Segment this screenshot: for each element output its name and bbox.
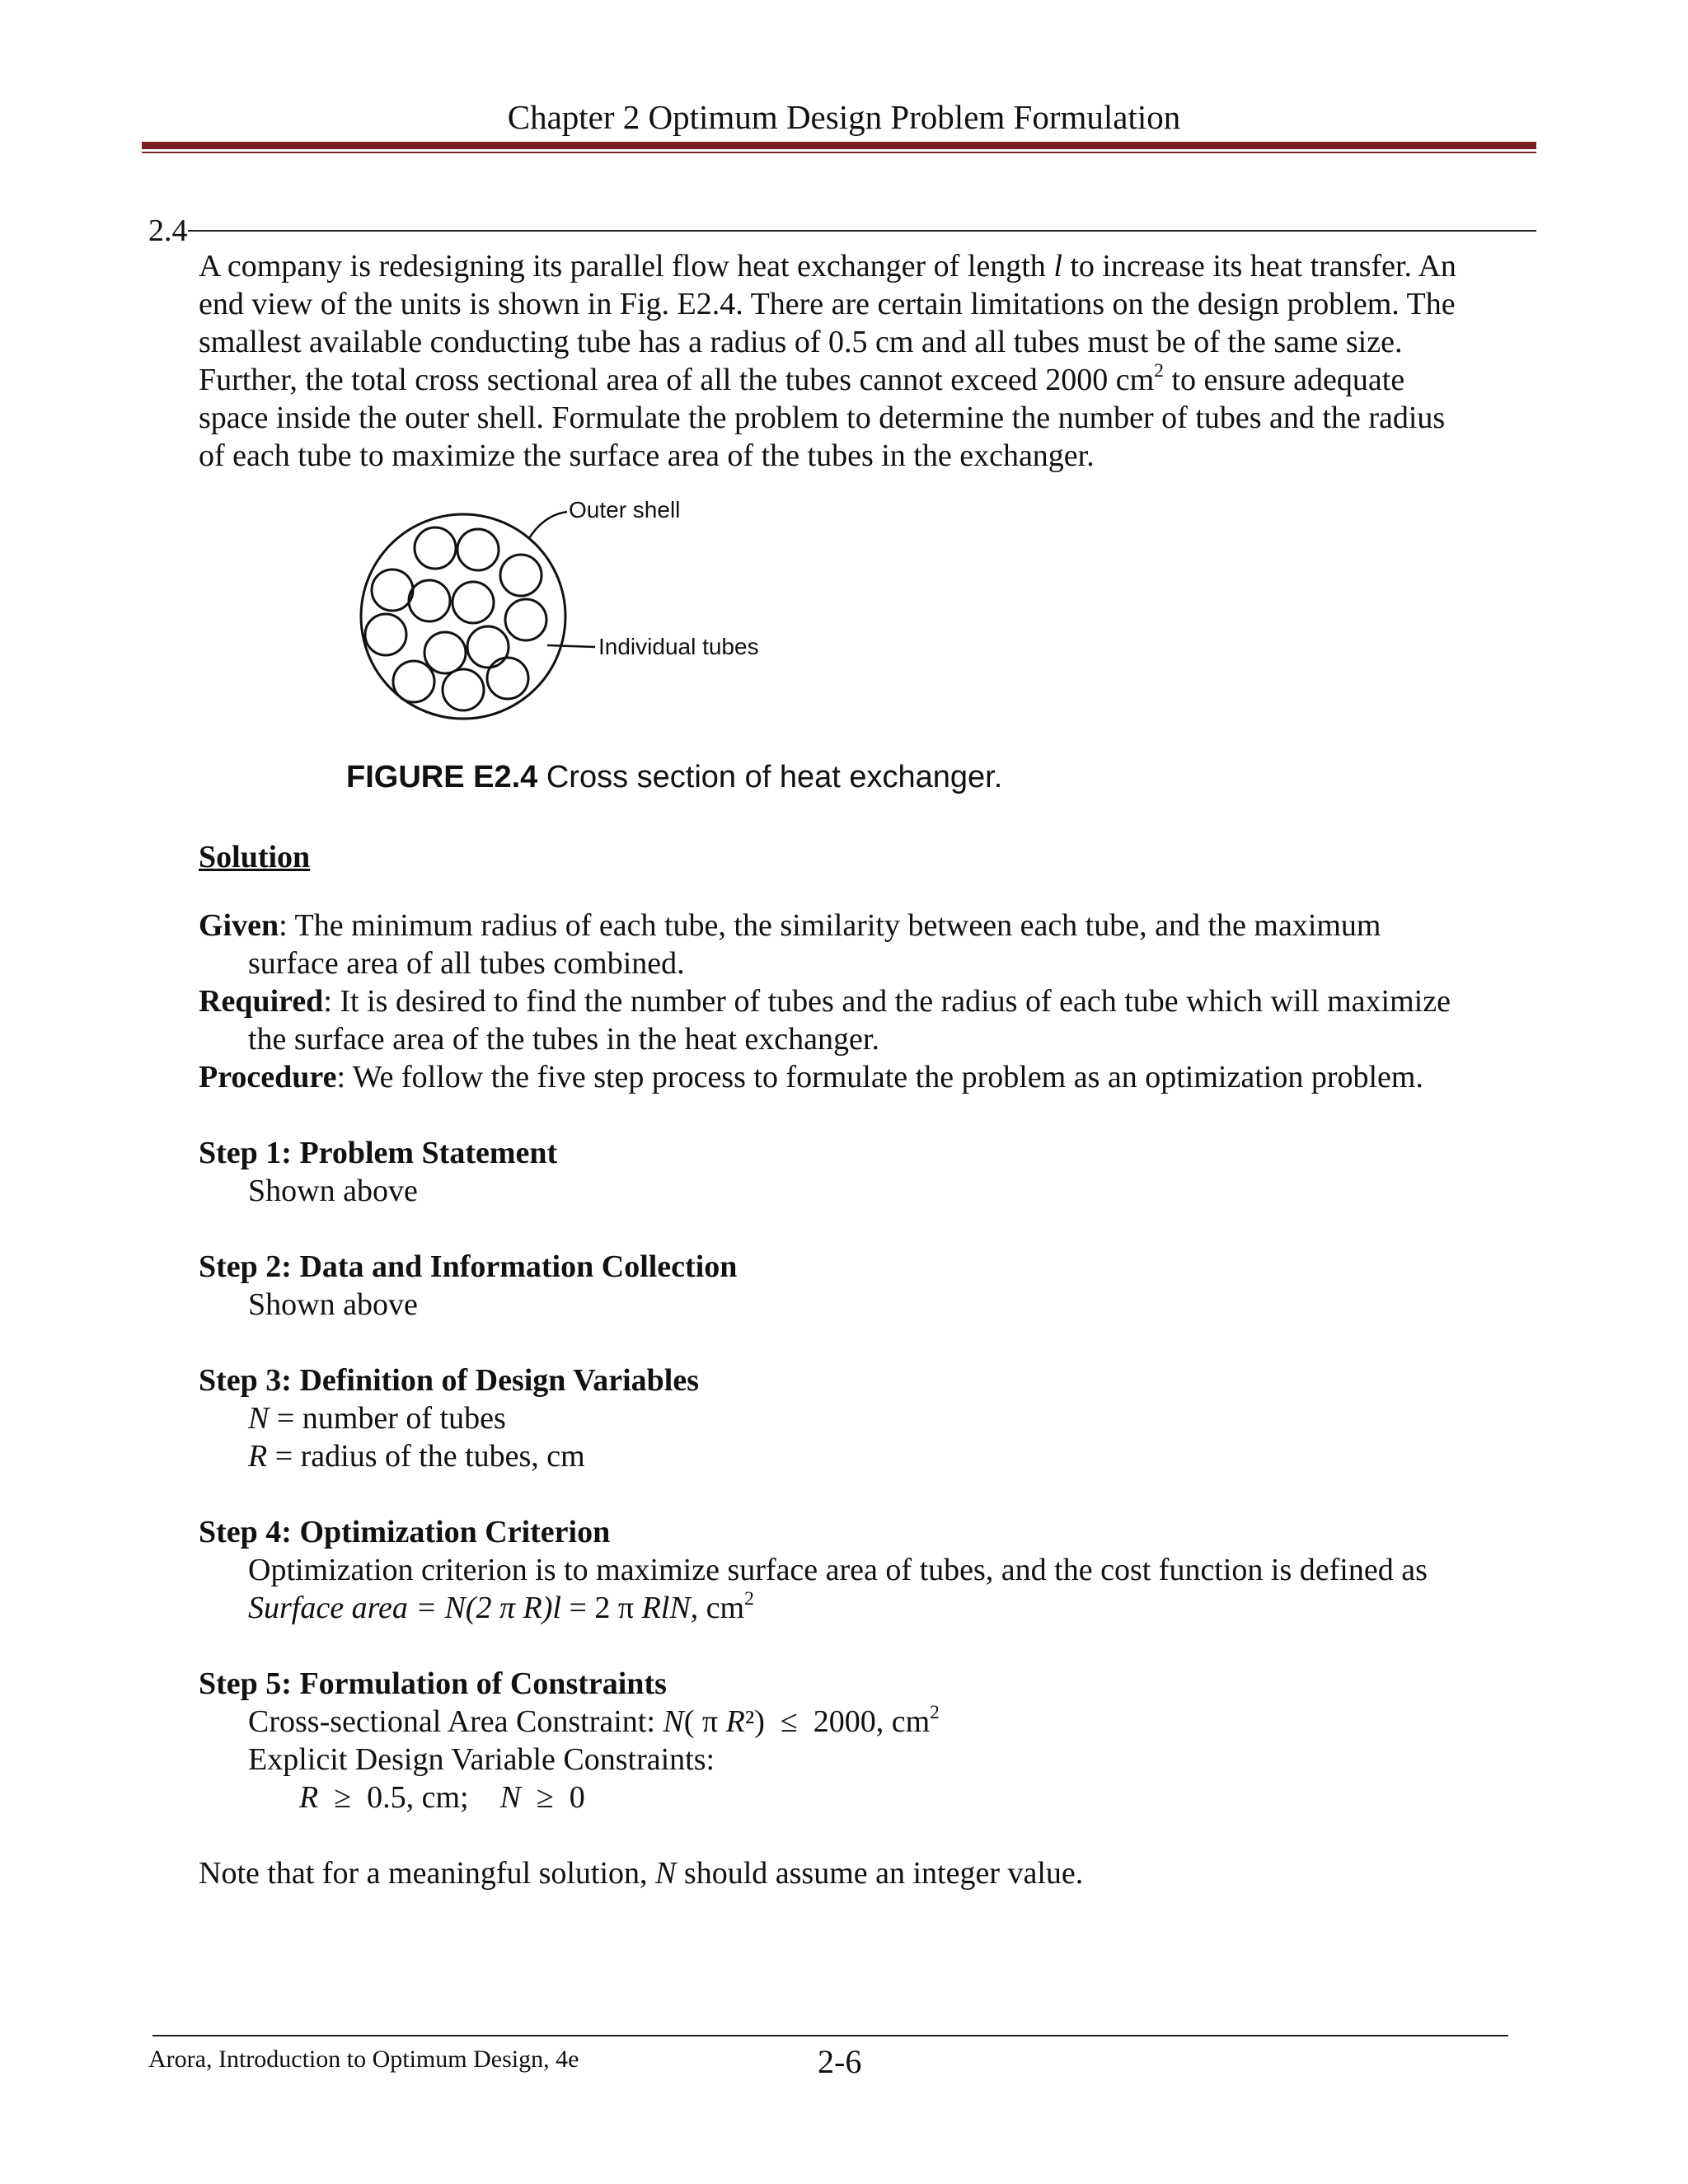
footer-rule: [152, 2035, 1508, 2036]
tube: [424, 632, 466, 673]
problem-line: smallest available conducting tube has a radius of 0.5 cm and all tubes must be of the same size.: [199, 325, 1403, 359]
tube: [452, 582, 494, 623]
tube: [505, 599, 546, 640]
note: Note that for a meaningful solution, N should assume an integer value.: [199, 1856, 1084, 1891]
step-title: Step 5: Formulation of Constraints: [199, 1666, 667, 1701]
step-2: Step 2: Data and Information Collection Shown above: [199, 1248, 1550, 1324]
tube: [467, 626, 509, 668]
problem-line: Further, the total cross sectional area of all the tubes cannot exceed 2000 $cm^2$ to ensure adequate: [199, 359, 1405, 397]
page-number: 2-6: [818, 2043, 862, 2080]
step-3: [199, 1361, 1550, 1475]
required-paragraph: Required: It is desired to find the number of tubes and the radius of each tube which will maximize the surface area of the tubes in the heat exchanger.: [199, 984, 1451, 1057]
problem-line: A company is redesigning its parallel flow heat exchanger of length l to increase its heat transfer. An: [199, 249, 1456, 284]
procedure-paragraph: Procedure: We follow the five step process to formulate the problem as an optimization problem.: [199, 1060, 1423, 1094]
area-constraint: Cross-sectional Area Constraint: N( π R²) ≤ 2000, $cm^2$: [248, 1701, 940, 1739]
tube: [500, 555, 542, 596]
step-title: Step 4: Optimization Criterion: [199, 1515, 611, 1549]
problem-line: of each tube to maximize the surface area of the tubes in the exchanger.: [199, 438, 1095, 473]
step-title: Step 3: Definition of Design Variables: [199, 1363, 699, 1398]
problem-line: end view of the units is shown in Fig. E2.4. There are certain limitations on the design problem. The: [199, 287, 1456, 321]
step-title: Step 2: Data and Information Collection: [199, 1249, 738, 1284]
variable-n: N = number of tubes: [248, 1401, 506, 1436]
step-4: Step 4: Optimization Criterion Optimization criterion is to maximize surface area of tubes, and the cost function is defined as Surface area = N(2 π R)l = 2 π RlN, $cm^2$: [199, 1513, 1550, 1627]
step-1: Step 1: Problem Statement Shown above: [199, 1134, 1550, 1210]
figure-caption: FIGURE E2.4 Cross section of heat exchanger.: [346, 760, 1003, 794]
tube: [457, 529, 499, 570]
heat-exchanger-figure: [346, 482, 808, 729]
explicit-constraints: R ≥ 0.5, cm; N ≥ 0: [299, 1780, 585, 1815]
solution-heading: Solution: [199, 840, 311, 874]
tube: [487, 658, 528, 699]
individual-tubes-label: Individual tubes: [598, 634, 759, 659]
variable-r: R = radius of the tubes, cm: [248, 1439, 585, 1474]
tube: [443, 669, 484, 710]
problem-line: space inside the outer shell. Formulate the problem to determine the number of tubes and the radius: [199, 401, 1446, 435]
header-rule: [142, 142, 1536, 149]
problem-rule: [188, 230, 1536, 232]
tube: [393, 661, 434, 702]
cost-function: Surface area = N(2 π R)l = 2 π RlN, $cm^2$: [248, 1587, 754, 1625]
tube: [365, 614, 406, 655]
header-rule-thin: [142, 152, 1536, 153]
given-paragraph: Given: The minimum radius of each tube, the similarity between each tube, and the maximum surface area of all tubes combined.: [199, 908, 1381, 981]
problem-statement: [199, 247, 1542, 475]
individual-tubes: [365, 527, 546, 710]
tube: [409, 580, 450, 621]
outer-shell: [361, 514, 565, 719]
step-5: Step 5: Formulation of Constraints Cross-sectional Area Constraint: N( π R²) ≤ 2000, $cm^2$ Explicit Design Variable Constraints: R ≥ 0.5, cm; N ≥ 0: [199, 1665, 1550, 1816]
outer-shell-label: Outer shell: [569, 497, 681, 523]
problem-number: 2.4: [148, 213, 188, 248]
step-title: Step 1: Problem Statement: [199, 1136, 558, 1170]
footer-book-title: Arora, Introduction to Optimum Design, 4e: [148, 2046, 579, 2073]
tubes-leader: [547, 645, 595, 647]
tube: [372, 569, 413, 611]
chapter-header: Chapter 2 Optimum Design Problem Formulation: [507, 98, 1181, 136]
tube: [415, 527, 456, 569]
outer-shell-leader: [529, 512, 567, 538]
